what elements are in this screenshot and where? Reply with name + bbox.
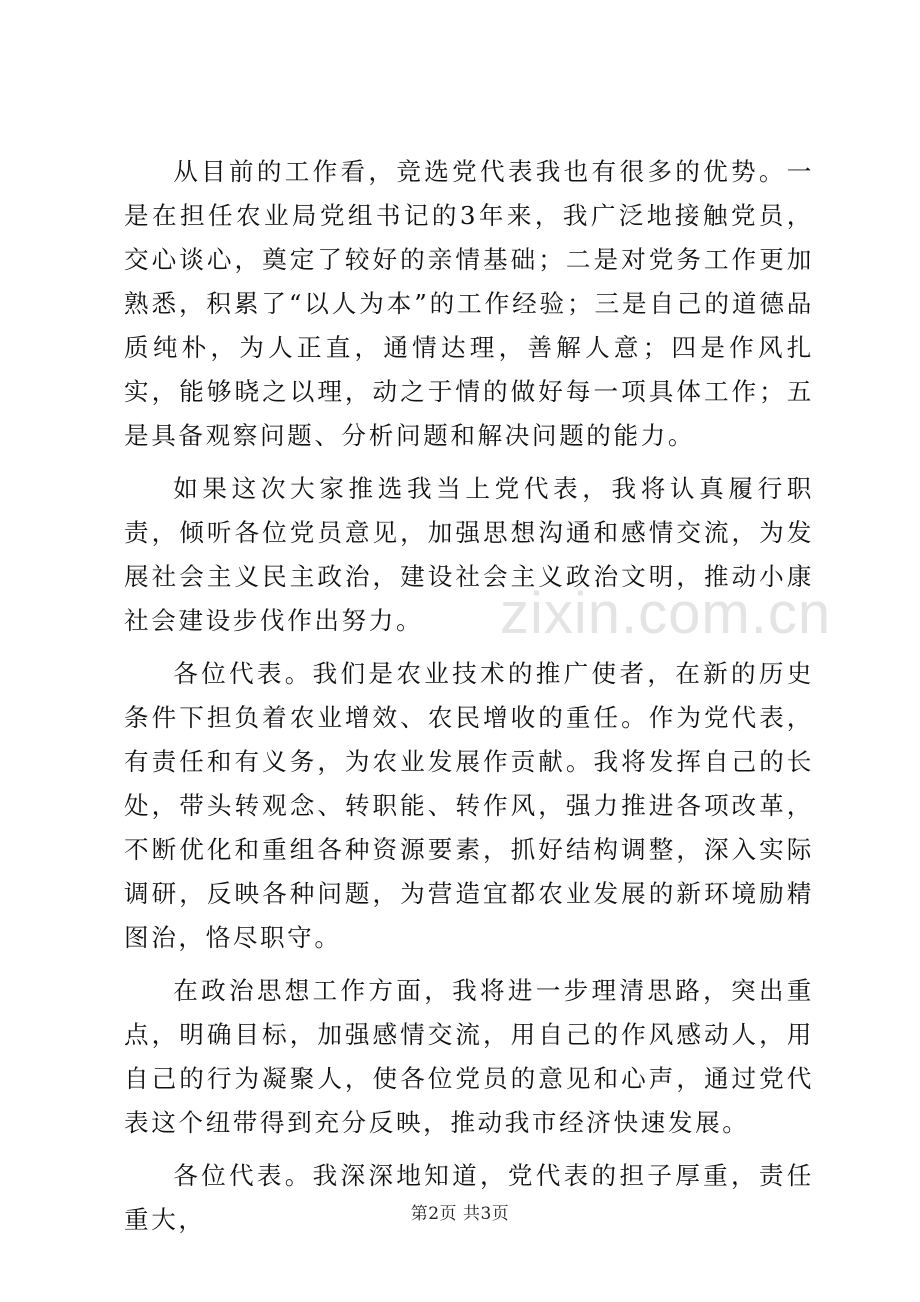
paragraph-1: 从目前的工作看，竞选党代表我也有很多的优势。一是在担任农业局党组书记的3年来，我广泛地接触党员，交心谈心，奠定了较好的亲情基础；二是对党务工作更加熟悉，积累了“以人为本”的工作经验；三是自己的道德品质纯朴，为人正直，通情达理，善解人意；四是作风扎实，能够晓之以理，动之于情的做好每一项具体工作；五是具备观察问题、分析问题和解决问题的能力。 — [124, 157, 814, 450]
paragraph-3: 各位代表。我们是农业技术的推广使者，在新的历史条件下担负着农业增效、农民增收的重任。作为党代表，有责任和有义务，为农业发展作贡献。我将发挥自己的长处，带头转观念、转职能、转作风，强力推进各项改革，不断优化和重组各种资源要素，抓好结构调整，深入实际调研，反映各种问题，为营造宜都农业发展的新环境励精图治，恪尽职守。 — [124, 659, 814, 952]
paragraph-4: 在政治思想工作方面，我将进一步理清思路，突出重点，明确目标，加强感情交流，用自己的作风感动人，用自己的行为凝聚人，使各位党员的意见和心声，通过党代表这个纽带得到充分反映，推动我市经济快速发展。 — [124, 976, 814, 1137]
paragraph-5: 各位代表。我深深地知道，党代表的担子厚重，责任重大， — [124, 1161, 814, 1234]
watermark: zixin.com.cn — [500, 581, 832, 646]
page-footer: 第2页 共3页 — [410, 1204, 510, 1224]
document-body — [124, 150, 814, 1251]
paragraph-2: 如果这次大家推选我当上党代表，我将认真履行职责，倾听各位党员意见，加强思想沟通和感情交流，为发展社会主义民主政治，建设社会主义政治文明，推动小康社会建设步伐作出努力。 — [124, 474, 814, 635]
